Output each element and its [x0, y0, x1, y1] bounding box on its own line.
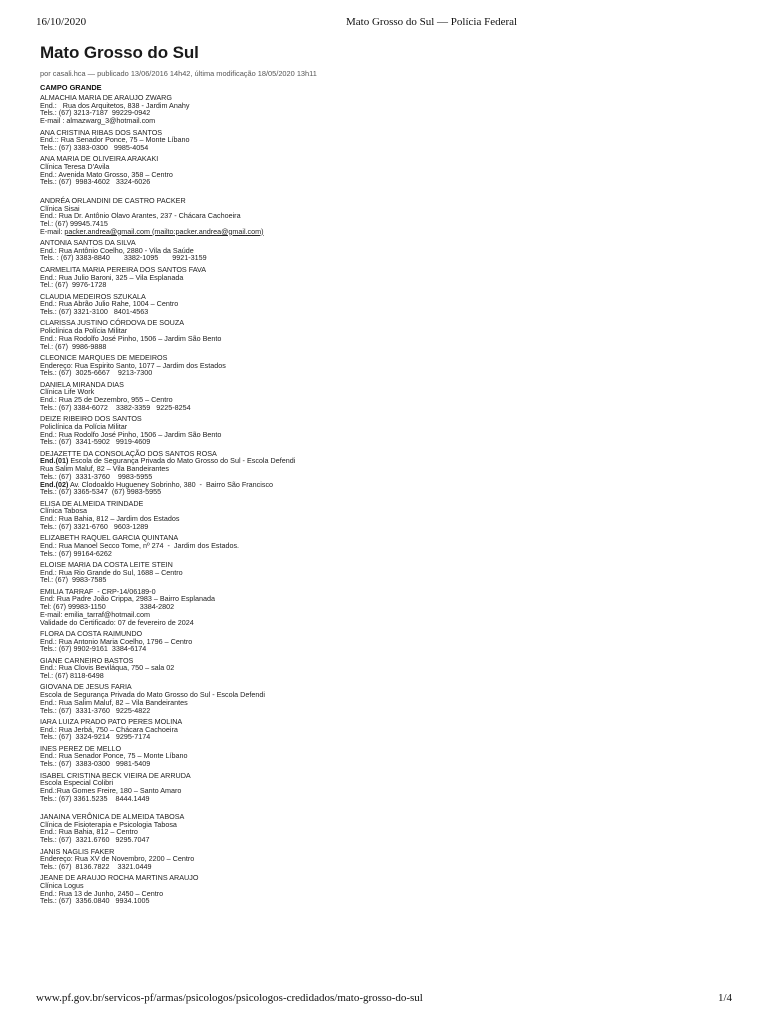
entry-text: ISABEL CRISTINA BECK VIEIRA DE ARRUDA	[40, 770, 191, 780]
entry-text: JEANE DE ARAUJO ROCHA MARTINS ARAUJO	[40, 873, 199, 883]
entry-text: Tels.: (67) 3365-5347 (67) 9983-5955	[40, 487, 162, 497]
list-item	[40, 450, 730, 496]
entry-text: End.: Rua Abrão Julio Rahe, 1004 – Centro	[40, 299, 179, 309]
entry-text: End.: Rua Manoel Secco Tome, nº 274 - Jardim dos Estados.	[40, 540, 240, 550]
entry-text: Tel.: (67) 8118-6498	[40, 671, 104, 681]
entry-text: Tels.: (67) 3341-5902 9919-4609	[40, 437, 151, 447]
entry-detail	[40, 488, 730, 496]
entry-detail	[40, 619, 730, 627]
entry-name	[40, 772, 730, 780]
list-item	[40, 718, 730, 741]
entry-detail	[40, 274, 730, 282]
entry-text: Tels.: (67) 3331-3760 9983-5955	[40, 471, 153, 481]
entry-detail	[40, 117, 730, 125]
entry-name	[40, 197, 730, 205]
entry-detail	[40, 863, 730, 871]
list-item	[40, 683, 730, 714]
entry-text: ANDRÉA ORLANDINI DE CASTRO PACKER	[40, 195, 186, 205]
page-title: Mato Grosso do Sul	[40, 43, 199, 62]
entry-detail	[40, 343, 730, 351]
entry-text: End.: Rua Rio Grande do Sul, 1688 – Centro	[40, 567, 183, 577]
address-label: End.(01)	[40, 456, 69, 466]
entry-detail	[40, 523, 730, 531]
byline-dates: — publicado 13/06/2016 14h42, última modificação 18/05/2020 13h11	[85, 69, 317, 78]
entry-text: Tels.: (67) 3331-3760 9225-4822	[40, 705, 151, 715]
entry-detail	[40, 542, 730, 550]
email-link[interactable]: packer.andrea@gmail.com (mailto:packer.andrea@gmail.com)	[64, 226, 264, 236]
entry-text: DANIELA MIRANDA DIAS	[40, 379, 124, 389]
entry-text: Escola de Segurança Privada do Mato Grosso do Sul - Escola Defendi	[40, 690, 265, 700]
entry-text: End.: Rua Bahia, 812 – Jardim dos Estados	[40, 514, 180, 523]
entry-text: Clínica de Fisioterapia e Psicologia Tabosa	[40, 819, 177, 829]
entry-text: Policlínica da Polícia Militar	[40, 421, 128, 431]
list-item	[40, 813, 730, 844]
entry-detail	[40, 836, 730, 844]
entry-name	[40, 874, 730, 882]
author-link[interactable]: casali.hca	[52, 69, 86, 78]
entry-detail	[40, 664, 730, 672]
entry-detail	[40, 212, 730, 220]
entry-text: Tels.: (67) 3321-3100 8401-4563	[40, 307, 149, 316]
address-label: End.(02)	[40, 479, 69, 489]
entry-text: Clínica Sisai	[40, 203, 80, 213]
entry-text: Policlínica da Polícia Militar	[40, 326, 128, 336]
entry-text: End.: Avenida Mato Grosso, 358 – Centro	[40, 169, 173, 179]
entry-text: Endereço: Rua XV de Novembro, 2200 – Centro	[40, 854, 195, 864]
entry-detail	[40, 795, 730, 803]
list-item	[40, 500, 730, 531]
list-item	[40, 415, 730, 446]
list-item	[40, 588, 730, 627]
entry-text: EMILIA TARRAF - CRP-14/06189-0	[40, 586, 156, 596]
entry-text: Tels.: (67) 9902-9161 3384-6174	[40, 644, 147, 654]
print-page-number: 1/4	[717, 992, 732, 1004]
article	[40, 42, 730, 909]
list-item	[40, 772, 730, 810]
byline	[40, 69, 730, 78]
list-item	[40, 239, 730, 262]
entry-text: Tel.: (67) 99945.7415	[40, 218, 108, 228]
entry-name	[40, 415, 730, 423]
print-date: 16/10/2020	[36, 16, 87, 28]
entry-text: Tel.: (67) 9986-9888	[40, 341, 107, 351]
entry-text: E-mail : almazwarg_3@hotmail.com	[40, 116, 156, 126]
list-item	[40, 129, 730, 152]
entry-text: End.: Rua Antonio Maria Coelho, 1796 – Centro	[40, 636, 193, 646]
list-item	[40, 745, 730, 768]
entry-text: DEIZE RIBEIRO DOS SANTOS	[40, 414, 142, 424]
entry-text: Tels.: (67) 3361.5235 8444.1449	[40, 793, 150, 803]
entry-detail	[40, 228, 730, 236]
entry-text: End.: Rua Clovis Beviláqua, 750 – sala 02	[40, 663, 175, 673]
entry-detail	[40, 308, 730, 316]
entry-detail	[40, 707, 730, 715]
entry-text: ANA MARIA DE OLIVEIRA ARAKAKI	[40, 154, 159, 164]
entry-text: Tels.: (67) 3383-0300 9981-5409	[40, 759, 151, 769]
entry-detail	[40, 897, 730, 905]
entry-detail	[40, 178, 730, 186]
entry-text: Escola Especial Colibri	[40, 778, 114, 788]
entry-text: Clínica Logus	[40, 881, 84, 891]
entry-text: Clínica Tabosa	[40, 506, 88, 516]
entry-text: GIANE CARNEIRO BASTOS	[40, 655, 134, 665]
list-item	[40, 657, 730, 680]
entry-text: Tels.: (67) 3356.0840 9934.1005	[40, 896, 150, 906]
entry-text: ELOISE MARIA DA COSTA LEITE STEIN	[40, 559, 173, 569]
entry-detail	[40, 550, 730, 558]
entry-detail	[40, 569, 730, 577]
entry-text: Validade do Certificado: 07 de fevereiro de 2024	[40, 617, 194, 627]
print-header	[36, 16, 732, 30]
print-footer	[36, 992, 732, 1006]
list-item	[40, 319, 730, 350]
entry-text: Tel: (67) 99983-1150 3384-2802	[40, 602, 175, 612]
list-item	[40, 266, 730, 289]
entry-text: End.: Rua Jerbá, 750 – Chácara Cachoeira	[40, 724, 178, 734]
entry-detail	[40, 821, 730, 829]
entry-text: End.: Rua 13 de Junho, 2450 – Centro	[40, 888, 164, 898]
entry-text: End: Rua Padre João Crippa, 2983 – Bairro Esplanada	[40, 594, 216, 604]
section-title: CAMPO GRANDE	[40, 83, 102, 92]
entry-detail	[40, 760, 730, 768]
entry-text: End.: Rua Bahia, 812 – Centro	[40, 827, 138, 837]
entry-text: Tels.: (67) 3213-7187 99229-0942	[40, 108, 151, 118]
entry-text: End.:: Rua Senador Ponce, 75 – Monte Líbano	[40, 135, 190, 145]
entry-text: Clínica Teresa D'Avila	[40, 162, 110, 171]
entry-text: End.: Rua Salim Maluf, 82 – Vila Bandeirantes	[40, 697, 188, 707]
entry-detail	[40, 254, 730, 262]
entry-detail	[40, 576, 730, 584]
entry-text: End.: Rua Dr. Antônio Olavo Arantes, 237 - Chácara Cachoeira	[40, 211, 241, 221]
entry-text: Av. Clodoaldo Hugueney Sobrinho, 380 - Bairro São Francisco	[68, 479, 274, 489]
entry-name	[40, 319, 730, 327]
entry-text: Escola de Segurança Privada do Mato Grosso do Sul - Escola Defendi	[68, 456, 296, 466]
entry-detail	[40, 144, 730, 152]
entry-text: Tels.: (67) 8136.7822 3321.0449	[40, 861, 152, 871]
entry-text: Tels.: (67) 3321-6760 9603-1289	[40, 521, 149, 531]
print-url: www.pf.gov.br/servicos-pf/armas/psicologos/psicologos-credidados/mato-grosso-do-sul	[36, 992, 423, 1004]
entry-name	[40, 155, 730, 163]
entry-text: End.: Rua Rodolfo José Pinho, 1506 – Jardim São Bento	[40, 429, 222, 439]
entry-detail	[40, 733, 730, 741]
entry-text: JANAINA VERÔNICA DE ALMEIDA TABOSA	[40, 812, 185, 822]
entry-name	[40, 381, 730, 389]
entry-text: ALMACHIA MARIA DE ARAUJO ZWARG	[40, 93, 172, 102]
entry-detail	[40, 672, 730, 680]
entry-text: CLAUDIA MEDEIROS SZUKALA	[40, 291, 146, 301]
entry-text: FLORA DA COSTA RAIMUNDO	[40, 628, 143, 638]
entry-text: ELISA DE ALMEIDA TRINDADE	[40, 498, 144, 508]
entry-text: Rua Salim Maluf, 82 – Vila Bandeirantes	[40, 464, 169, 474]
list-item	[40, 155, 730, 193]
psychologist-list	[40, 94, 730, 905]
list-item	[40, 354, 730, 377]
entry-detail	[40, 645, 730, 653]
list-item	[40, 561, 730, 584]
entry-text: End.:Rua Gomes Freire, 180 – Santo Amaro	[40, 785, 182, 795]
entry-text: ANA CRISTINA RIBAS DOS SANTOS	[40, 127, 163, 137]
entry-text: End.: Rua Senador Ponce, 75 – Monte Líbano	[40, 751, 188, 761]
list-item	[40, 381, 730, 412]
list-item	[40, 534, 730, 557]
entry-text: CARMELITA MARIA PEREIRA DOS SANTOS FAVA	[40, 264, 207, 274]
entry-detail	[40, 281, 730, 289]
entry-text: Tel.: (67) 9983-7585	[40, 575, 107, 585]
entry-text: DEJAZETTE DA CONSOLAÇÃO DOS SANTOS ROSA	[40, 448, 217, 458]
list-item	[40, 94, 730, 125]
entry-text: Tel.: (67) 9976-1728	[40, 280, 107, 290]
entry-text: Tels.: (67) 3321.6760 9295.7047	[40, 835, 150, 845]
entry-text: JANIS NAGLIS FAKER	[40, 846, 115, 856]
entry-text: GIOVANA DE JESUS FARIA	[40, 682, 132, 692]
list-item	[40, 293, 730, 316]
entry-detail	[40, 369, 730, 377]
entry-text: Clínica Life Work	[40, 387, 95, 397]
list-item	[40, 197, 730, 236]
entry-text: End.: Rua Antônio Coelho, 2880 - Vila da Saúde	[40, 245, 194, 255]
entry-text: End.: Rua Rodolfo José Pinho, 1506 – Jardim São Bento	[40, 333, 222, 343]
list-item	[40, 874, 730, 905]
list-item	[40, 630, 730, 653]
list-item	[40, 848, 730, 871]
entry-name	[40, 500, 730, 508]
entry-spacer	[40, 802, 730, 809]
print-page-title: Mato Grosso do Sul — Polícia Federal	[346, 16, 518, 28]
entry-text: E-mail:	[40, 226, 65, 236]
entry-text: ELIZABETH RAQUEL GARCIA QUINTANA	[40, 533, 179, 543]
entry-text: E-mail: emilia_tarraf@hotmail.com	[40, 609, 150, 619]
entry-text: ANTONIA SANTOS DA SILVA	[40, 238, 136, 247]
entry-text: Tels.: (67) 3383-0300 9985-4054	[40, 142, 149, 152]
entry-detail	[40, 404, 730, 412]
entry-detail	[40, 335, 730, 343]
entry-spacer	[40, 186, 730, 193]
entry-text: INES PEREZ DE MELLO	[40, 743, 122, 753]
entry-text: Tels.: (67) 3384-6072 3382-3359 9225-8254	[40, 402, 191, 412]
byline-prefix: por	[40, 69, 51, 78]
entry-text: Tels.: (67) 99164-6262	[40, 548, 112, 558]
entry-text: Tels.: (67) 9983-4602 3324-6026	[40, 177, 151, 187]
entry-text: CLARISSA JUSTINO CÓRDOVA DE SOUZA	[40, 318, 185, 328]
entry-text: Tels. : (67) 3383-8840 3382-1095 9921-3159	[40, 253, 207, 263]
entry-text: Tels.: (67) 3324-9214 9295-7174	[40, 732, 151, 742]
entry-text: Endereço: Rua Espirito Santo, 1077 – Jardim dos Estados	[40, 360, 226, 370]
entry-detail	[40, 438, 730, 446]
entry-text: End.: Rua Julio Baroni, 325 – Vila Esplanada	[40, 272, 184, 282]
entry-text: IARA LUIZA PRADO PATO PERES MOLINA	[40, 716, 183, 726]
entry-text: End.: Rua 25 de Dezembro, 955 – Centro	[40, 395, 173, 405]
entry-text: CLEONICE MARQUES DE MEDEIROS	[40, 352, 168, 362]
entry-text: Tels.: (67) 3025-6667 9213-7300	[40, 368, 153, 378]
entry-text: End.: Rua dos Arquitetos, 838 - Jardim Anahy	[40, 100, 190, 110]
